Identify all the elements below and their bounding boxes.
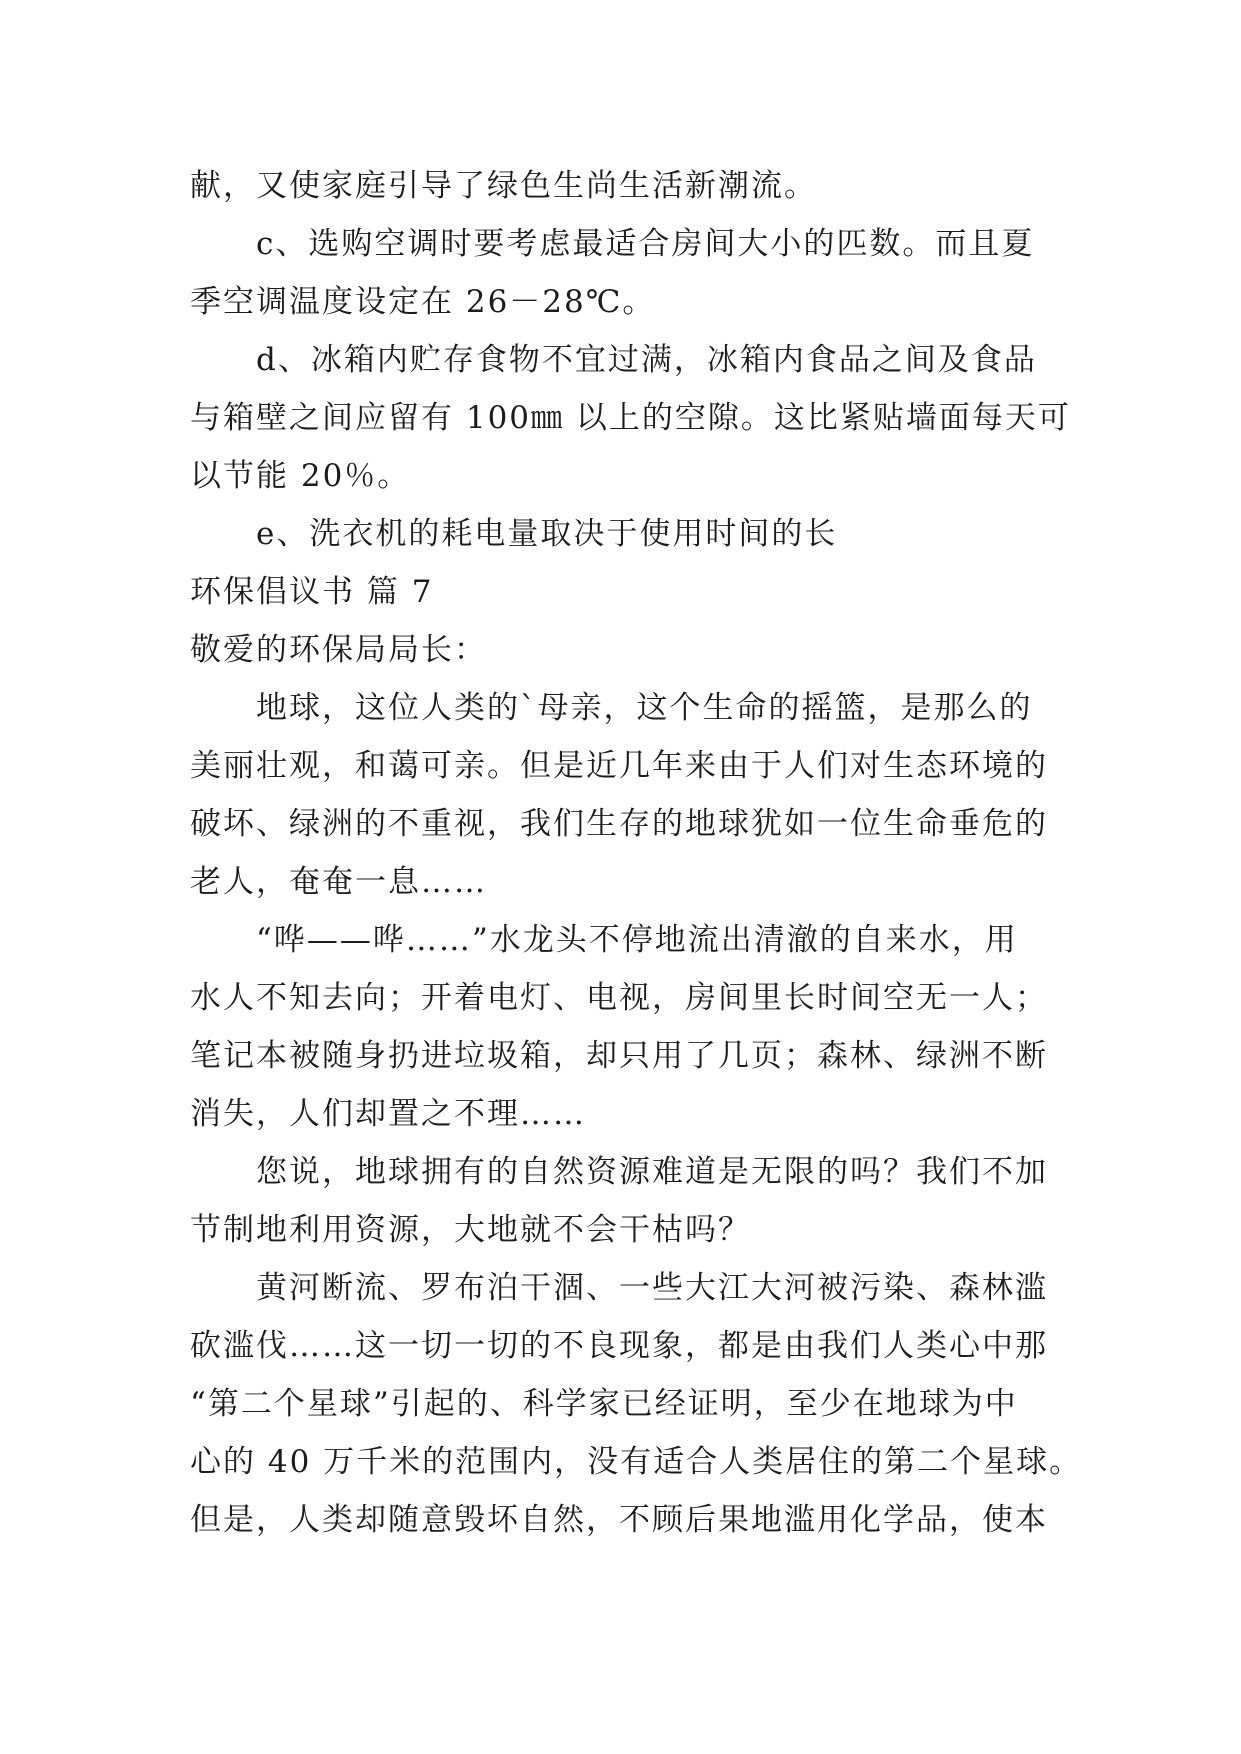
- paragraph-start-line: d、冰箱内贮存食物不宜过满，冰箱内食品之间及食品: [256, 342, 1037, 378]
- paragraph-start-line: “哗——哗……”水龙头不停地流出清澈的自来水，用: [256, 922, 1018, 958]
- paragraph-start-line: 黄河断流、罗布泊干涸、一些大江大河被污染、森林滥: [256, 1270, 1048, 1306]
- text-line: 心的 40 万千米的范围内，没有适合人类居住的第二个星球。: [190, 1444, 1083, 1480]
- section-heading: 环保倡议书 篇 7: [190, 574, 434, 610]
- text-line: 与箱壁之间应留有 100㎜ 以上的空隙。这比紧贴墙面每天可: [190, 400, 1071, 436]
- text-line: 献，又使家庭引导了绿色生尚生活新潮流。: [190, 168, 817, 204]
- text-line: 美丽壮观，和蔼可亲。但是近几年来由于人们对生态环境的: [190, 748, 1048, 784]
- text-line: “第二个星球”引起的、科学家已经证明，至少在地球为中: [190, 1386, 1018, 1422]
- text-line: 水人不知去向；开着电灯、电视，房间里长时间空无一人；: [190, 980, 1048, 1016]
- text-line: 以节能 20％。: [190, 458, 411, 494]
- text-line: 破坏、绿洲的不重视，我们生存的地球犹如一位生命垂危的: [190, 806, 1048, 842]
- paragraph-start-line: e、洗衣机的耗电量取决于使用时间的长: [256, 516, 838, 552]
- paragraph-start-line: 地球，这位人类的`母亲，这个生命的摇篮，是那么的: [256, 690, 1033, 726]
- paragraph-start-line: c、选购空调时要考虑最适合房间大小的匹数。而且夏: [256, 226, 1035, 262]
- text-line: 笔记本被随身扔进垃圾箱，却只用了几页；森林、绿洲不断: [190, 1038, 1048, 1074]
- paragraph-start-line: 您说，地球拥有的自然资源难道是无限的吗？我们不加: [256, 1154, 1048, 1190]
- text-line: 但是，人类却随意毁坏自然，不顾后果地滥用化学品，使本: [190, 1502, 1048, 1538]
- text-line: 节制地利用资源，大地就不会干枯吗？: [190, 1212, 751, 1248]
- text-line: 季空调温度设定在 26－28℃。: [190, 284, 656, 320]
- document-body: [190, 157, 1083, 1549]
- salutation: 敬爱的环保局局长：: [190, 632, 487, 668]
- text-line: 老人，奄奄一息……: [190, 864, 487, 900]
- text-line: 消失，人们却置之不理……: [190, 1096, 586, 1132]
- text-line: 砍滥伐……这一切一切的不良现象，都是由我们人类心中那: [190, 1328, 1048, 1364]
